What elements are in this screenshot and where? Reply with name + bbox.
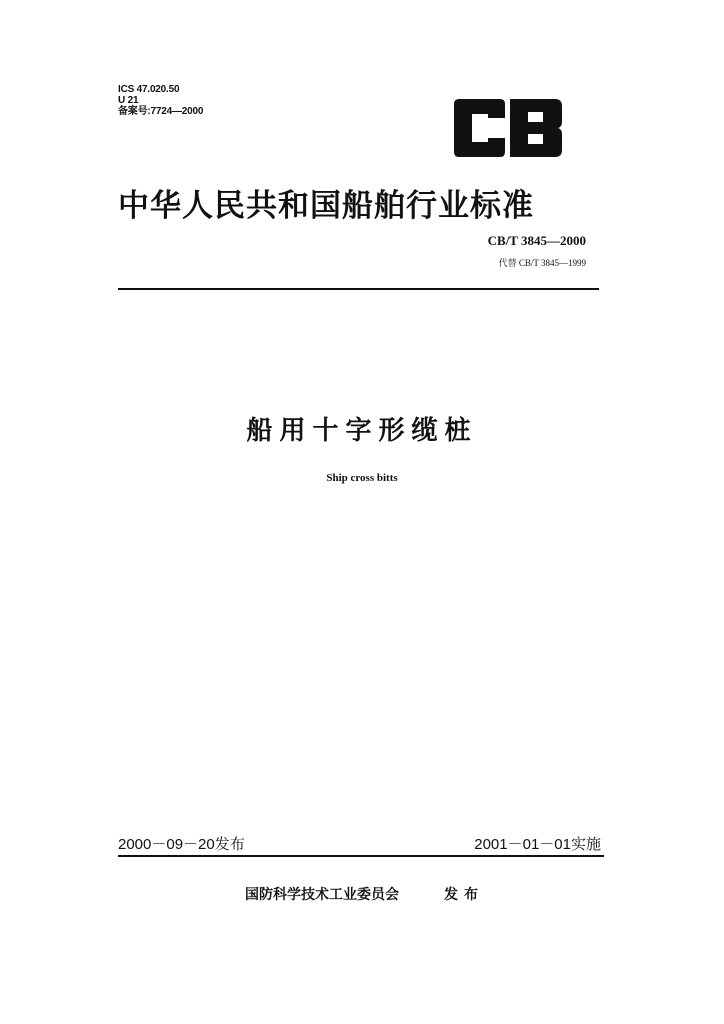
cb-logo-letter-c [454,99,505,157]
publish-label: 发布 [444,887,484,903]
document-metadata [118,84,203,117]
document-english-title: Ship cross bitts [326,472,398,484]
publisher-name: 国防科学技术工业委员会 [245,887,399,903]
cb-logo-letter-b [510,99,562,157]
classification-code: U 21 [118,95,139,106]
industry-standard-title: 中华人民共和国船舶行业标准 [118,188,534,224]
document-title: 船用十字形缆桩 [246,416,478,446]
date-divider [118,855,604,857]
issue-date: 2000－09－20发布 [118,836,245,853]
header-divider [118,288,599,290]
standard-number: CB/T 3845—2000 [487,233,586,248]
replaced-standard: 代替 CB/T 3845—1999 [498,258,586,268]
record-number: 备案号:7724—2000 [118,106,204,117]
ics-code: ICS 47.020.50 [118,84,180,95]
effective-date: 2001－01－01实施 [474,836,601,853]
cb-logo [452,98,564,158]
